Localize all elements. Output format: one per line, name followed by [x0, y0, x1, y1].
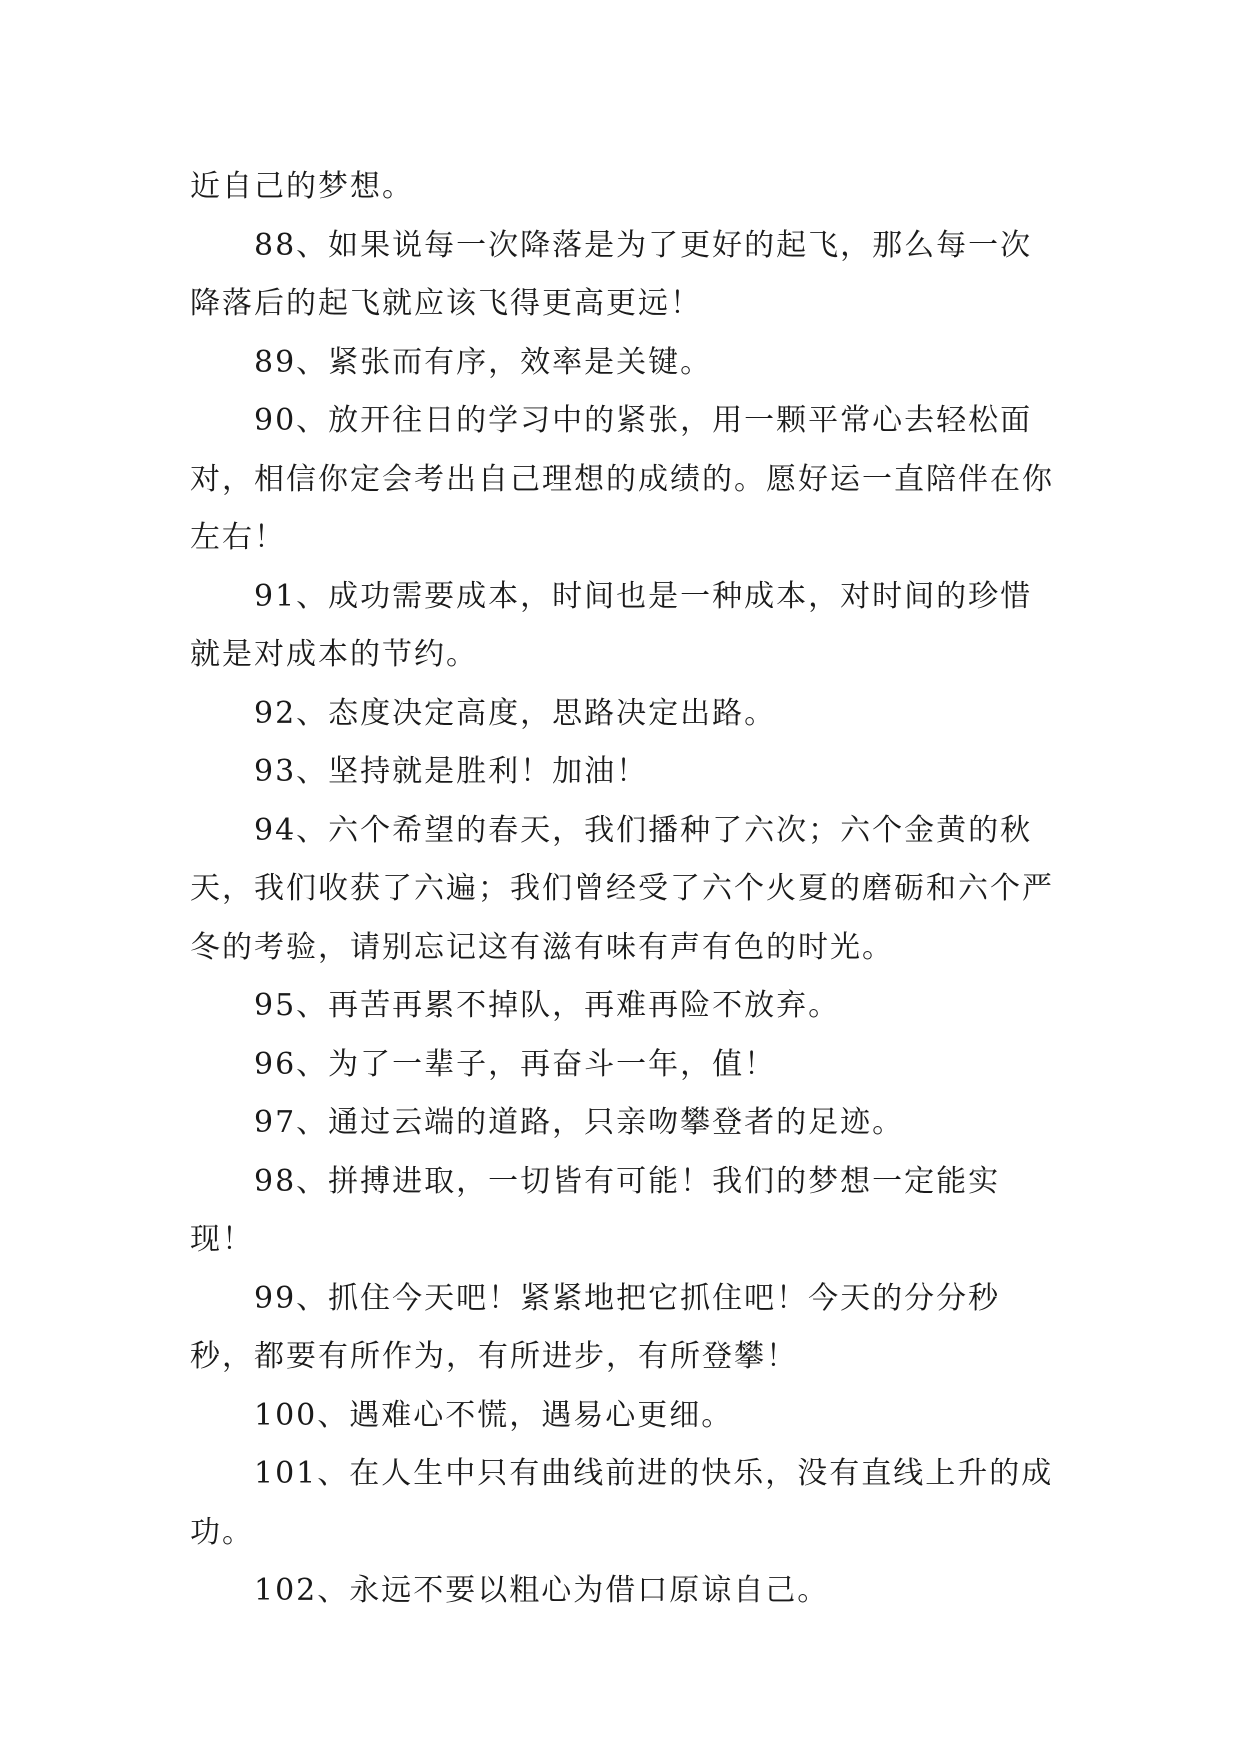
- paragraph-93: 93、坚持就是胜利！加油！: [254, 754, 649, 789]
- paragraph-91: 91、成功需要成本，时间也是一种成本，对时间的珍惜就是对成本的节约。: [190, 578, 1033, 672]
- paragraph-90: 90、放开往日的学习中的紧张，用一颗平常心去轻松面对，相信你定会考出自己理想的成绩的。愿好运一直陪伴在你左右！: [190, 403, 1054, 555]
- paragraph-92: 92、态度决定高度，思路决定出路。: [254, 695, 777, 731]
- paragraph-97: 97、通过云端的道路，只亲吻攀登者的足迹。: [254, 1105, 905, 1140]
- paragraph-99: 99、抓住今天吧！紧紧地把它抓住吧！今天的分分秒秒，都要有所作为，有所进步，有所登攀！: [190, 1280, 1001, 1374]
- paragraph-96: 96、为了一辈子，再奋斗一年，值！: [254, 1046, 777, 1082]
- document-body: [190, 158, 1060, 1621]
- paragraph-101: 101、在人生中只有曲线前进的快乐，没有直线上升的成功。: [190, 1456, 1054, 1550]
- paragraph-102: 102、永远不要以粗心为借口原谅自己。: [254, 1573, 830, 1608]
- paragraph-89: 89、紧张而有序，效率是关键。: [254, 344, 713, 380]
- paragraph-88: 88、如果说每一次降落是为了更好的起飞，那么每一次降落后的起飞就应该飞得更高更远！: [190, 227, 1033, 321]
- paragraph-continuation: 近自己的梦想。: [190, 169, 414, 204]
- paragraph-100: 100、遇难心不慌，遇易心更细。: [254, 1397, 734, 1433]
- paragraph-98: 98、拼搏进取，一切皆有可能！我们的梦想一定能实现！: [190, 1163, 1001, 1257]
- paragraph-95: 95、再苦再累不掉队，再难再险不放弃。: [254, 988, 841, 1023]
- paragraph-94: 94、六个希望的春天，我们播种了六次；六个金黄的秋天，我们收获了六遍；我们曾经受了六个火夏的磨砺和六个严冬的考验，请别忘记这有滋有味有声有色的时光。: [190, 812, 1054, 965]
